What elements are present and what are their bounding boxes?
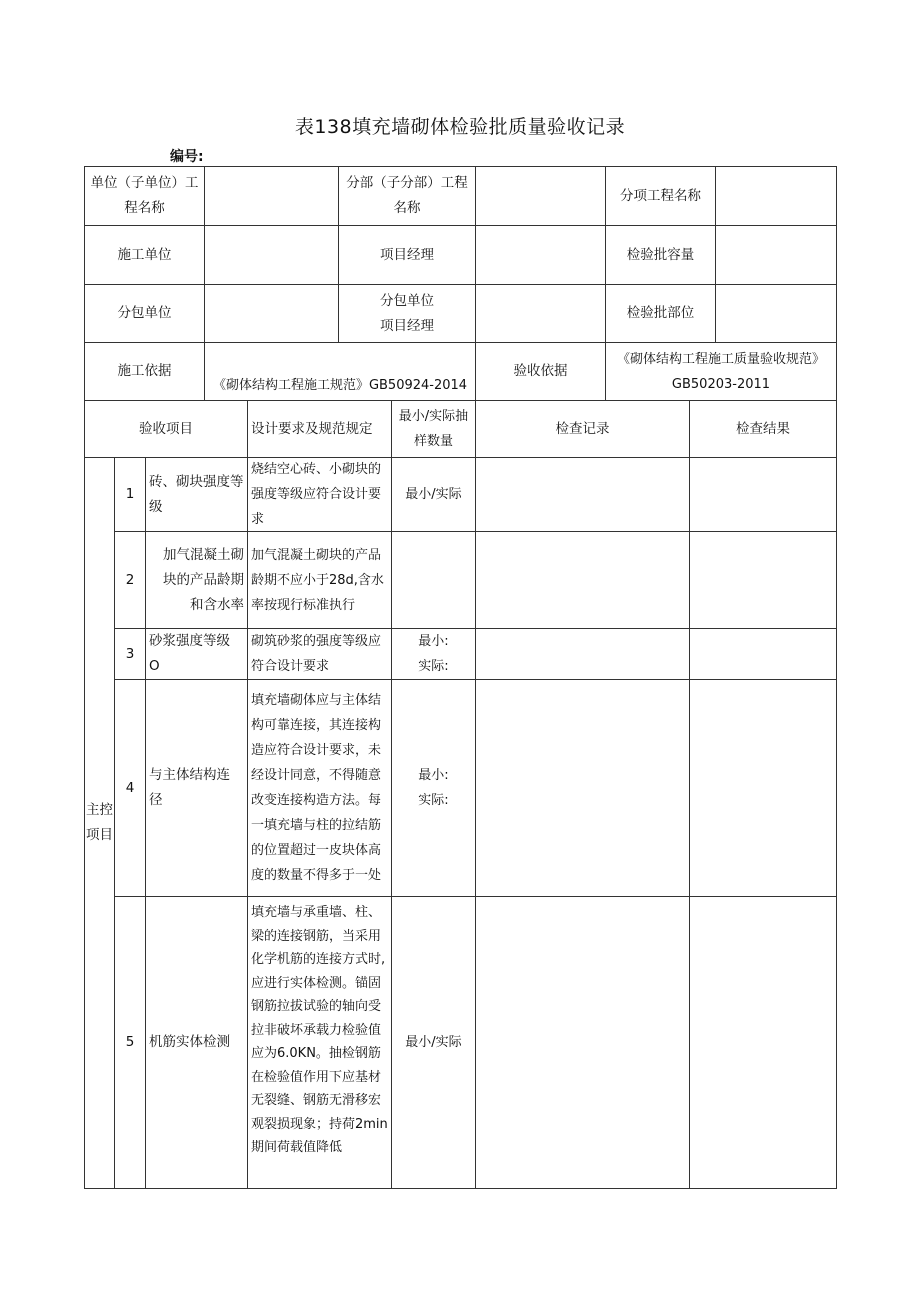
subitem-name-label: 分项工程名称 [620,187,701,204]
unit-name-value[interactable] [205,167,338,225]
row-number: 1 [125,486,135,502]
subitem-name-value[interactable] [716,167,836,225]
batch-location-label: 检验批部位 [626,305,695,321]
subcontractor-value[interactable] [205,285,338,342]
row-result[interactable] [690,532,836,628]
main-control-label: 主控 项目 [86,802,113,843]
subdivision-name-label: 分部（子分部）工程 名称 [346,175,468,216]
row-item: 加气混凝土砌 块的产品龄期 和含水率 [163,546,244,613]
construction-basis-label: 施工依据 [117,363,172,379]
construction-basis-value: 《砌体结构工程施工规范》GB50924-2014 [212,378,468,393]
construction-unit-label: 施工单位 [117,246,172,263]
row-record[interactable] [476,897,689,1188]
column-header-result: 检查结果 [736,420,790,437]
row-result[interactable] [690,680,836,896]
row-sample: 最小: 实际: [418,634,449,674]
row-number: 3 [125,645,135,662]
document-number-label: 编号: [170,149,204,165]
row-requirement: 砌筑砂浆的强度等级应 符合设计要求 [251,634,382,674]
acceptance-basis-value: 《砌体结构工程施工质量验收规范》 GB50203-2011 [616,351,825,392]
row-requirement: 填充墙砌体应与主体结 构可靠连接，其连接构 造应符合设计要求，未 经设计同意，不得随意 改变连接构造方法。每 一填充墙与柱的拉结筋 的位置超过一皮块体高 度的数量不得多于一处 [251,693,382,883]
row-result[interactable] [690,458,836,531]
page-title: 表138填充墙砌体检验批质量验收记录 [294,116,626,138]
row-requirement: 填充墙与承重墙、柱、 梁的连接钢筋，当采用 化学机筋的连接方式时, 应进行实体检测。锚固 钢筋拉拔试验的轴向受 拉非破坏承载力检验值 应为6.0KN。抽检钢筋 在检验值作用下应基材 无裂缝、钢筋无滑移宏 观裂损现象；持荷2min 期间荷载值降低 [251,905,388,1155]
column-header-sample: 最小/实际抽 样数量 [398,409,469,449]
acceptance-basis-label: 验收依据 [513,363,568,379]
row-record[interactable] [476,458,689,531]
row-result[interactable] [690,897,836,1188]
row-number: 5 [125,1034,135,1050]
construction-unit-value[interactable] [205,226,338,284]
row-record[interactable] [476,629,689,679]
project-manager-value[interactable] [476,226,605,284]
row-record[interactable] [476,680,689,896]
batch-capacity-value[interactable] [716,226,836,284]
row-requirement: 加气混凝土砌块的产品 龄期不应小于28d,含水 率按现行标准执行 [251,547,384,613]
batch-location-value[interactable] [716,285,836,342]
column-header-item: 验收项目 [139,420,193,437]
row-sample [392,532,475,628]
row-sample: 最小/实际 [405,487,462,502]
row-item: 砂浆强度等级 O [149,633,230,674]
row-record[interactable] [476,532,689,628]
row-item: 砖、砌块强度等 级 [149,473,244,515]
row-item: 与主体结构连 径 [149,767,230,808]
subcontractor-label: 分包单位 [117,305,172,321]
row-number: 4 [125,779,135,796]
subdivision-name-value[interactable] [476,167,605,225]
row-number: 2 [125,571,135,588]
batch-capacity-label: 检验批容量 [626,246,695,263]
row-item: 机筋实体检测 [149,1034,230,1050]
row-requirement: 烧结空心砖、小砌块的 强度等级应符合设计要 求 [251,462,382,527]
row-result[interactable] [690,629,836,679]
row-sample: 最小: 实际: [418,768,449,808]
project-manager-label: 项目经理 [380,246,434,263]
column-header-design: 设计要求及规范规定 [251,420,373,437]
sub-project-manager-label: 分包单位 项目经理 [380,292,434,334]
row-sample: 最小/实际 [405,1035,462,1050]
sub-project-manager-value[interactable] [476,285,605,342]
unit-name-label: 单位（子单位）工 程名称 [90,175,199,216]
column-header-record: 检查记录 [555,420,610,437]
